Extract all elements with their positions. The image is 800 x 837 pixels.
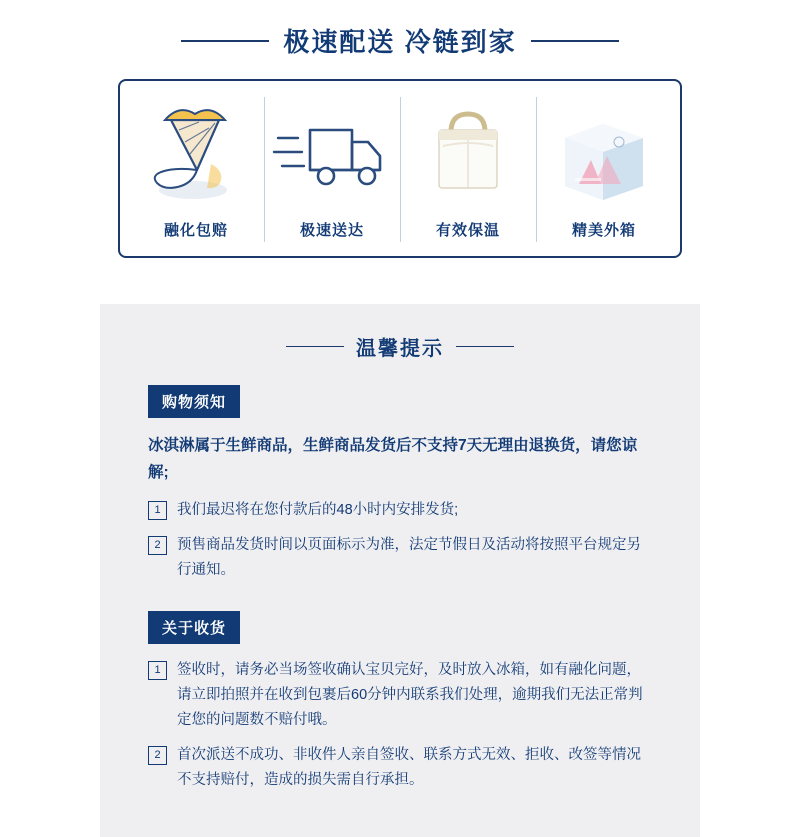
tips-title: 温馨提示	[356, 338, 444, 360]
list-number: 1	[148, 501, 167, 520]
feature-label: 极速送达	[299, 222, 364, 239]
list-number: 1	[148, 661, 167, 680]
feature-item-fast-delivery	[264, 91, 400, 248]
feature-item-melting-guarantee	[128, 91, 264, 248]
tips-title-row	[100, 332, 700, 361]
list-item	[148, 533, 646, 583]
delivery-section	[0, 0, 800, 258]
feature-item-insulation	[400, 91, 536, 248]
list-text: 首次派送不成功、非收件人亲自签收、联系方式无效、拒收、改签等情况不支持赔付，造成的损失需自行承担。	[177, 746, 641, 788]
list-number: 2	[148, 536, 167, 555]
shopping-notice-list	[100, 498, 700, 583]
feature-label: 精美外箱	[571, 222, 636, 239]
delivery-title: 极速配送 冷链到家	[283, 27, 517, 57]
feature-item-gift-box	[536, 91, 672, 248]
premium-gift-box-icon	[545, 97, 663, 209]
feature-label: 融化包赔	[163, 222, 228, 239]
feature-box	[118, 79, 682, 258]
tips-block-shopping-notice	[100, 385, 700, 583]
title-rule-right	[531, 40, 619, 42]
receiving-list	[100, 658, 700, 793]
melting-ice-cream-cone-icon	[141, 97, 251, 209]
status-badge: 关于收货	[148, 611, 240, 644]
list-text: 预售商品发货时间以页面标示为准，法定节假日及活动将按照平台规定另行通知。	[177, 537, 641, 579]
insulated-cooler-bag-icon	[413, 97, 523, 209]
tips-block-receiving	[100, 611, 700, 793]
shopping-notice-lead: 冰淇淋属于生鲜商品，生鲜商品发货后不支持7天无理由退换货，请您谅解;	[148, 437, 638, 482]
list-item	[148, 658, 646, 733]
list-number: 2	[148, 746, 167, 765]
title-rule-left	[181, 40, 269, 42]
list-text: 签收时，请务必当场签收确认宝贝完好，及时放入冰箱，如有融化问题，请立即拍照并在收到包裹后60分钟内联系我们处理，逾期我们无法正常判定您的问题数不赔付哦。	[177, 662, 643, 728]
tips-rule-right	[456, 346, 514, 348]
delivery-title-row	[0, 22, 800, 59]
fast-delivery-truck-icon	[272, 97, 392, 209]
tips-section	[100, 304, 700, 837]
list-item	[148, 498, 646, 523]
list-text: 我们最迟将在您付款后的48小时内安排发货;	[177, 502, 459, 519]
section-spacer	[100, 593, 700, 611]
list-item	[148, 743, 646, 793]
status-badge: 购物须知	[148, 385, 240, 418]
tips-rule-left	[286, 346, 344, 348]
feature-label: 有效保温	[435, 222, 500, 239]
